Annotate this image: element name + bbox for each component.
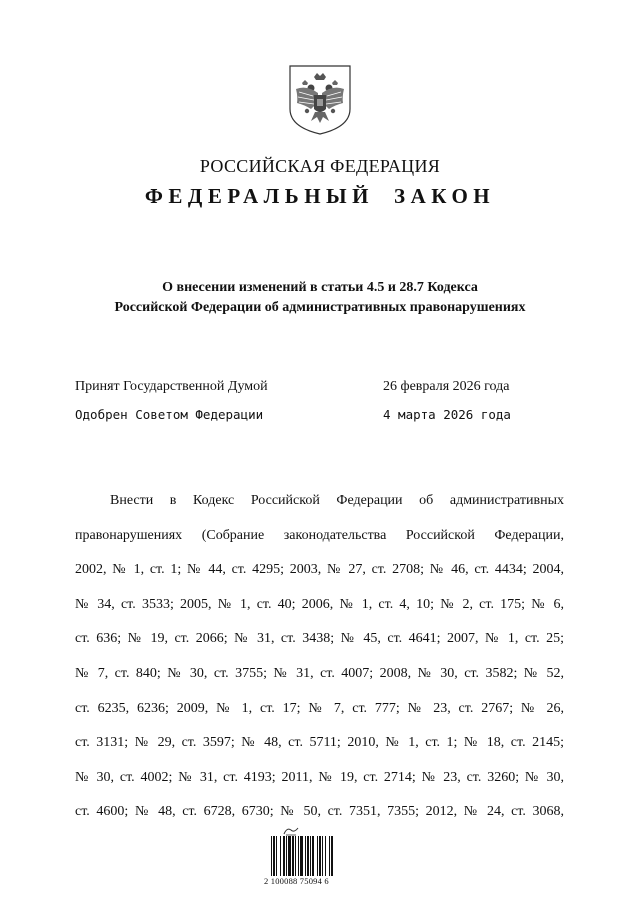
state-emblem-icon xyxy=(287,63,353,137)
body-line: ст. 3131; № 29, ст. 3597; № 48, ст. 5711; 2010, № 1, ст. 1; № 18, ст. 2145; xyxy=(75,735,564,751)
council-label: Одобрен Советом Федерации xyxy=(75,407,264,422)
body-line: ст. 4600; № 48, ст. 6728, 6730; № 50, ст. 7351, 7355; 2012, № 24, ст. 3068, xyxy=(75,804,564,820)
stamp-mark-icon xyxy=(283,826,299,836)
body-line: правонарушениях (Собрание законодательства Российской Федерации, xyxy=(75,527,564,543)
council-date: 4 марта 2026 года xyxy=(383,407,511,422)
council-approval-row xyxy=(75,407,575,429)
barcode-icon xyxy=(271,836,353,876)
barcode-number: 2 100088 75094 6 xyxy=(264,876,329,886)
body-line: 2002, № 1, ст. 1; № 44, ст. 4295; 2003, № 27, ст. 2708; № 46, ст. 4434; 2004, xyxy=(75,562,564,578)
duma-date: 26 февраля 2026 года xyxy=(383,379,510,394)
body-line: ст. 6235, 6236; 2009, № 1, ст. 17; № 7, ст. 777; № 23, ст. 2767; № 26, xyxy=(75,700,564,716)
country-name: РОССИЙСКАЯ ФЕДЕРАЦИЯ xyxy=(199,156,441,176)
body-line: ст. 636; № 19, ст. 2066; № 31, ст. 3438; № 45, ст. 4641; 2007, № 1, ст. 25; xyxy=(75,631,564,647)
body-line: № 7, ст. 840; № 30, ст. 3755; № 31, ст. 4007; 2008, № 30, ст. 3582; № 52, xyxy=(75,665,564,681)
law-body xyxy=(75,484,564,830)
duma-label: Принят Государственной Думой xyxy=(75,379,268,394)
law-title-line: Российской Федерации об административных правонарушениях xyxy=(114,300,526,315)
law-type-heading xyxy=(0,184,640,209)
law-type-word-law: ЗАКОН xyxy=(394,184,496,208)
body-line: № 30, ст. 4002; № 31, ст. 4193; 2011, № 19, ст. 2714; № 23, ст. 3260; № 30, xyxy=(75,769,564,785)
body-line: Внести в Кодекс Российской Федерации об административных xyxy=(110,493,564,508)
law-title xyxy=(0,278,640,318)
body-line: № 34, ст. 3533; 2005, № 1, ст. 40; 2006, № 1, ст. 4, 10; № 2, ст. 175; № 6, xyxy=(75,596,564,612)
duma-adoption-row xyxy=(75,379,575,401)
law-title-line: О внесении изменений в статьи 4.5 и 28.7 Кодекса xyxy=(162,280,478,295)
law-type-word-federal: ФЕДЕРАЛЬНЫЙ xyxy=(144,184,374,208)
